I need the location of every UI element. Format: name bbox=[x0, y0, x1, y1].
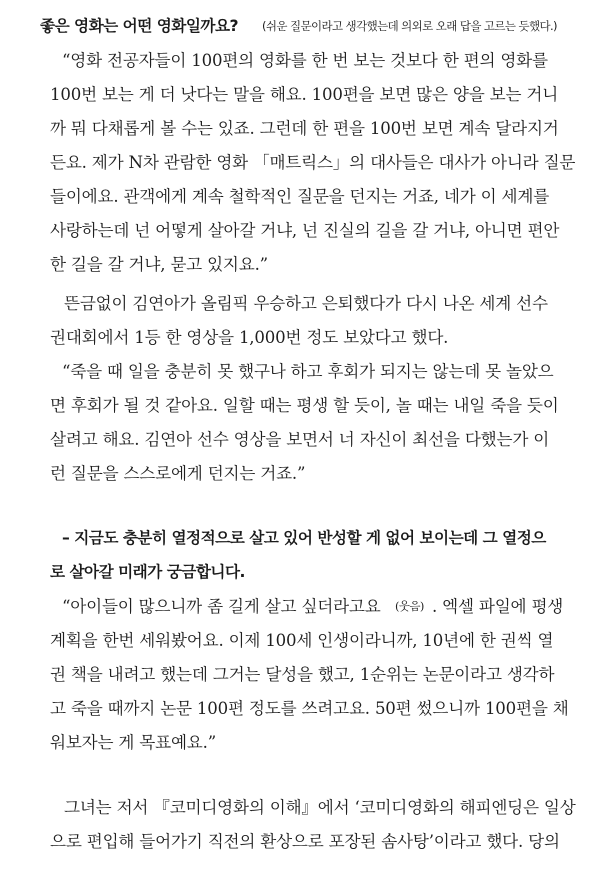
interview-question bbox=[0, 10, 610, 43]
text-line: 100번 보는 게 더 낫다는 말을 해요. 100편을 보면 많은 양을 보는 거니 bbox=[50, 85, 559, 104]
text-line: “죽을 때 일을 충분히 못 했구나 하고 후회가 되지는 않는데 못 놀았으 bbox=[62, 362, 554, 381]
text-line: 계획을 한번 세워봤어요. 이제 100세 인생이라니까, 10년에 한 권씩 열 bbox=[50, 631, 554, 650]
text-line: 까 뭐 다채롭게 볼 수는 있죠. 그런데 한 편을 100번 보면 계속 달라지거 bbox=[50, 119, 559, 138]
text-line: 한 길을 갈 거냐, 묻고 있지요.” bbox=[50, 255, 268, 274]
question-text: 좋은 영화는 어떤 영화일까요? bbox=[40, 17, 239, 35]
laugh-note: (웃음) bbox=[395, 599, 424, 613]
text-line: 런 질문을 스스로에게 던지는 거죠.” bbox=[50, 464, 306, 483]
text-line: 으로 편입해 들어가기 직전의 환상으로 포장된 솜사탕’이라고 했다. 당의 bbox=[50, 832, 560, 851]
text-line: 뜬금없이 김연아가 올림픽 우승하고 은퇴했다가 다시 나온 세계 선수 bbox=[64, 294, 548, 313]
text-line: 사랑하는데 넌 어떻게 살아갈 거냐, 넌 진실의 길을 갈 거냐, 아니면 편안 bbox=[50, 221, 560, 240]
interview-question-2: – 지금도 충분히 열정적으로 살고 있어 반성할 게 없어 보이는데 그 열정으 bbox=[62, 529, 546, 547]
text-line: 권 책을 내려고 했는데 그거는 달성을 했고, 1순위는 논문이라고 생각하 bbox=[50, 665, 555, 684]
text-line: 면 후회가 될 것 같아요. 일할 때는 평생 할 듯이, 놀 때는 내일 죽을 듯이 bbox=[50, 396, 559, 415]
text-line: 살려고 해요. 김연아 선수 영상을 보면서 너 자신이 최선을 다했는가 이 bbox=[50, 430, 550, 449]
text-line: 권대회에서 1등 한 영상을 1,000번 정도 보았다고 했다. bbox=[50, 328, 449, 347]
text-line: 워보자는 게 목표예요.” bbox=[50, 733, 216, 752]
text-line: 들이에요. 관객에게 계속 철학적인 질문을 던지는 거죠, 네가 이 세계를 bbox=[50, 187, 550, 206]
text-line: “아이들이 많으니까 좀 길게 살고 싶더라고요 (웃음) . 엑셀 파일에 평생 bbox=[0, 590, 610, 623]
text-line: “영화 전공자들이 100편의 영화를 한 번 보는 것보다 한 편의 영화를 bbox=[62, 51, 548, 70]
interview-question-2: 로 살아갈 미래가 궁금합니다. bbox=[50, 563, 245, 581]
text-line: 든요. 제가 N차 관람한 영화 「매트릭스」의 대사들은 대사가 아니라 질문 bbox=[50, 153, 576, 172]
text-line: 그녀는 저서 『코미디영화의 이해』에서 ‘코미디영화의 해피엔딩은 일상 bbox=[64, 798, 576, 817]
text-line: 고 죽을 때까지 논문 100편 정도를 쓰려고요. 50편 썼으니까 100편을 채 bbox=[50, 699, 569, 718]
author-note: (쉬운 질문이라고 생각했는데 의외로 오래 답을 고르는 듯했다.) bbox=[262, 19, 557, 33]
